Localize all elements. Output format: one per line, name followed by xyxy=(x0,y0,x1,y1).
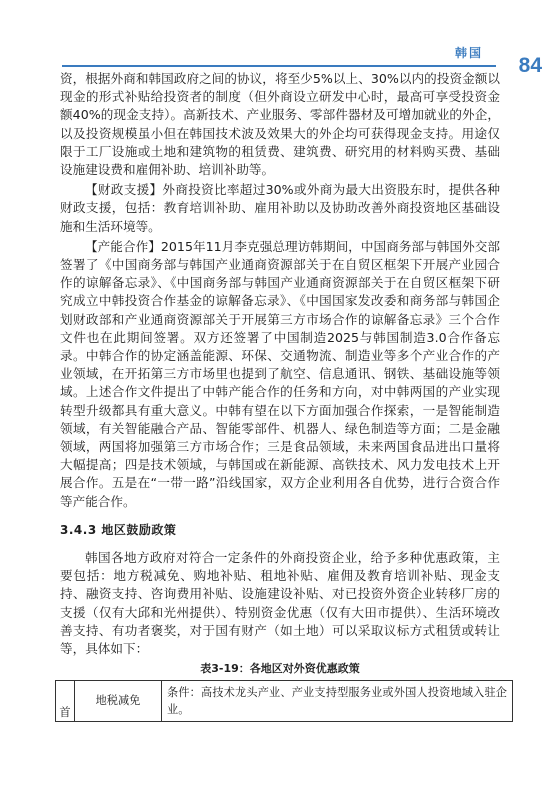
table-cell-type: 地税减免 xyxy=(75,680,162,721)
table-cell-detail: 条件：高技术龙头产业、产业支持型服务业或外国人投资地域入驻企业。 xyxy=(162,680,513,721)
paragraph-capacity-cooperation: 【产能合作】2015年11月李克强总理访韩期间，中国商务部与韩国外交部签署了《中国商务部与韩国产业通商资源部关于在自贸区框架下开展产业园合作的谅解备忘录》、《中国商务部与韩国产业通商资源部关于在自贸区框架下研究成立中韩投资合作基金的谅解备忘录》、《中国国家发改委和商务部与韩国企划财政部和产业通商资源部关于开展第三方市场合作的谅解备忘录》三个合作文件也在此期间签署。双方还签署了中国制造2025与韩国制造3.0合作备忘录。中韩合作的协定涵盖能源、环保、交通物流、制造业等多个产业合作的产业领域，在开拓第三方市场里也提到了航空、信息通讯、钢铁、基础设施等领域。上述合作文件提出了中韩产能合作的任务和方向，对中韩两国的产业实现转型升级都具有重大意义。中韩有望在以下方面加强合作探索，一是智能制造领域，有关智能融合产品、智能零部件、机器人、绿色制造等方面；二是金融领域，两国将加强第三方市场合作；三是食品领域，未来两国食品进出口量将大幅提高；四是技术领域，与韩国或在新能源、高铁技术、风力发电技术上开展合作。五是在“一带一路”沿线国家，双方企业利用各自优势，进行合资合作等产能合作。 xyxy=(60,238,500,509)
header-country: 韩国 xyxy=(454,46,483,60)
table-caption: 表3-19：各地区对外资优惠政策 xyxy=(200,662,360,676)
page-body xyxy=(59,70,507,722)
page-number: 84 xyxy=(518,54,542,77)
section-intro: 韩国各地方政府对符合一定条件的外商投资企业，给予多种优惠政策，主要包括：地方税减免、购地补贴、租地补贴、雇佣及教育培训补贴、现金支持、融资支持、咨询费用补贴、设施建设补贴、对已投资外资企业转移厂房的支援（仅有大邱和光州提供）、特别资金优惠（仅有大田市提供）、生活环境改善支持、有功者褒奖，对于国有财产（如土地）可以采取议标方式租赁或转让等，具体如下： xyxy=(60,550,500,657)
table-row xyxy=(56,680,513,721)
table-cell-region: 首 xyxy=(56,680,75,721)
paragraph-financial-support: 【财政支援】外商投资比率超过30%或外商为最大出资股东时，提供各种财政支援，包括：教育培训补助、雇用补助以及协助改善外商投资地区基础设施和生活环境等。 xyxy=(60,182,500,234)
incentives-table xyxy=(55,680,513,722)
header-rule xyxy=(62,65,496,67)
paragraph-cash-support: 资，根据外商和韩国政府之间的协议，将至少5%以上、30%以内的投资金额以现金的形式补贴给投资者的制度（但外商设立研发中心时，最高可享受投资金额40%的现金支持）。高新技术、产业服务、零部件器材及可增加就业的外企，以及投资规模虽小但在韩国技术波及效果大的外企均可获得现金支持。用途仅限于工厂设施或土地和建筑物的租赁费、建筑费、研究用的材料购买费、基础设施建设费和雇佣补助、培训补助等。 xyxy=(60,71,500,178)
section-heading: 3.4.3 地区鼓励政策 xyxy=(60,522,177,537)
